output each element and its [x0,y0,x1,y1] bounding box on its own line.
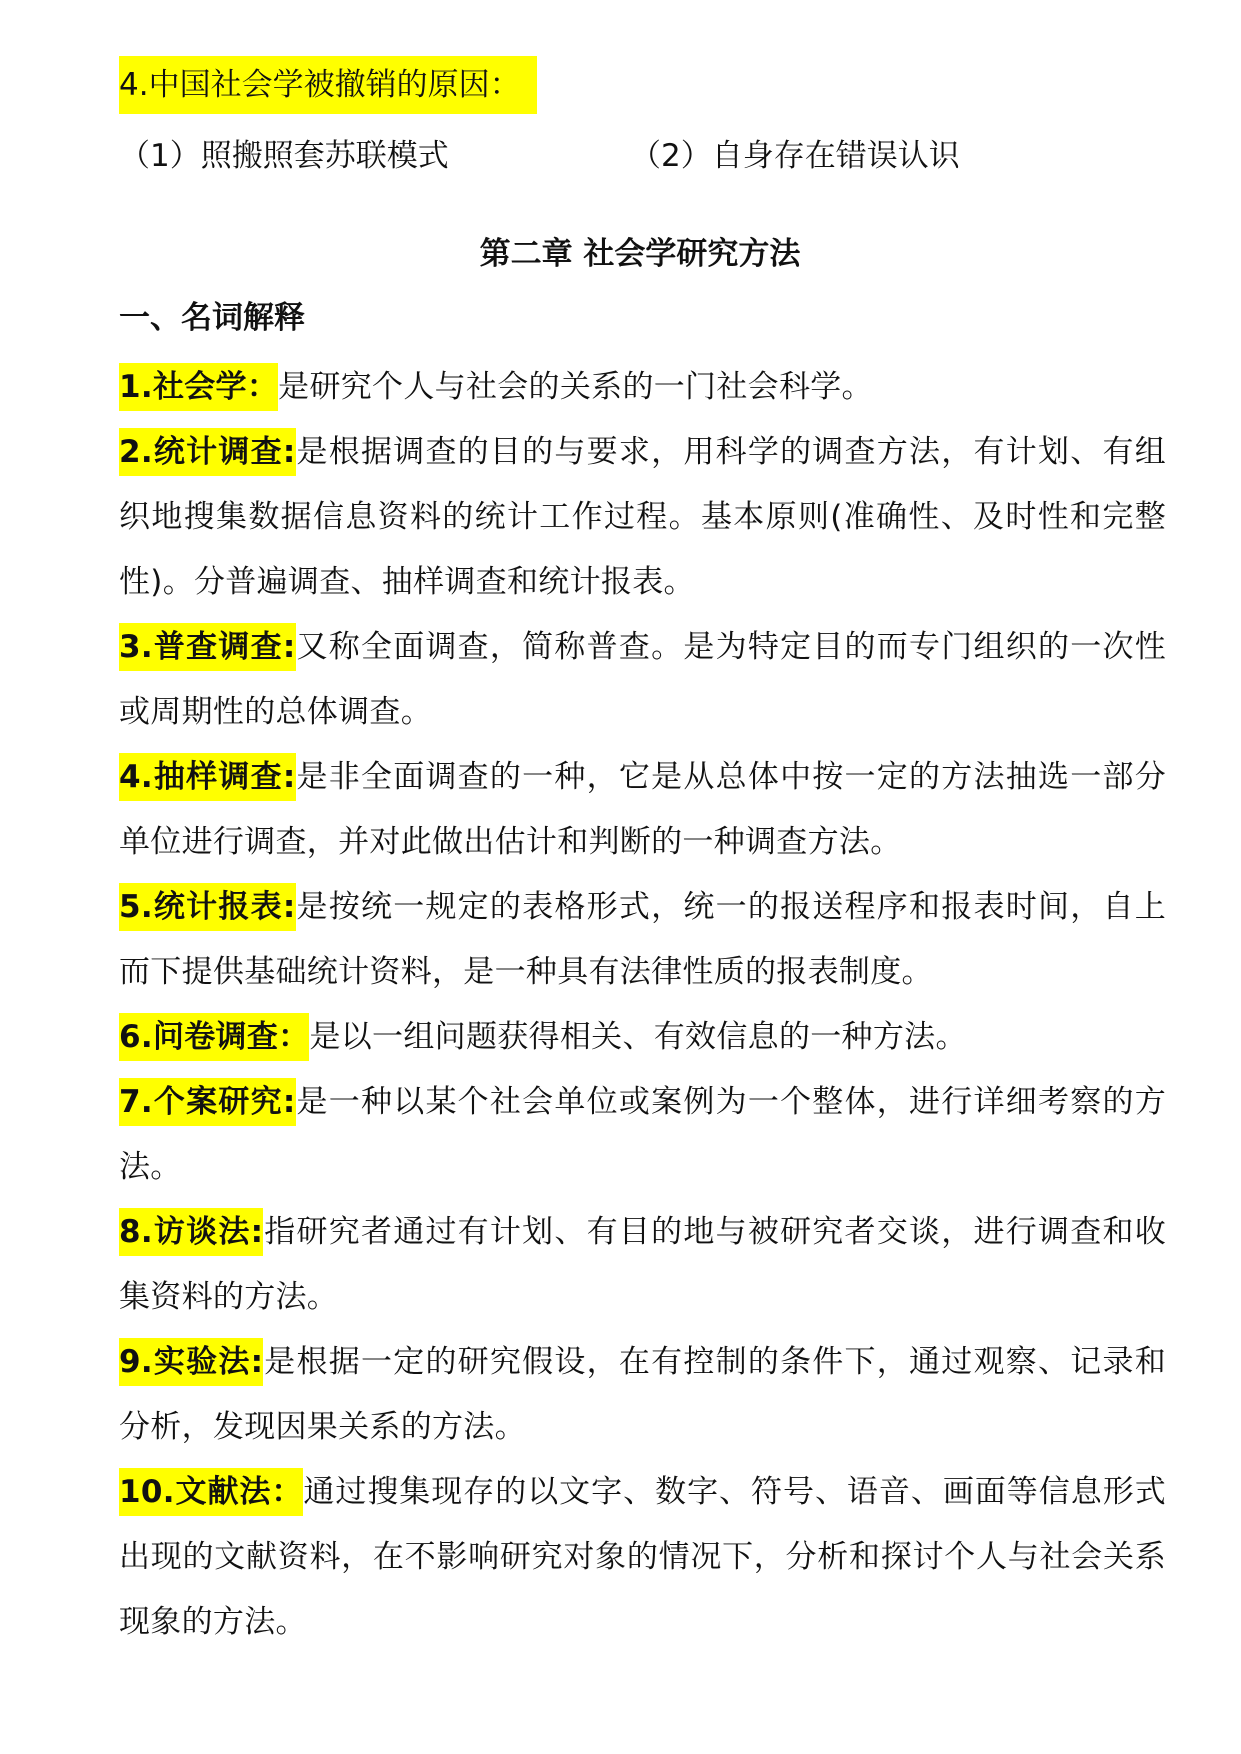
term-definition: 又称全面调查，简称普查。是为特定目的而专门组织的一次性或周期性的总体调查。 [119,629,1166,730]
glossary-term [119,615,1166,745]
term-definition: 是以一组问题获得相关、有效信息的一种方法。 [309,1019,967,1055]
term-label: 7.个案研究: [119,1078,296,1126]
section-heading-abolition-reasons [119,56,555,114]
glossary-list [119,355,1166,1655]
glossary-term [119,355,1166,420]
term-definition: 指研究者通过有计划、有目的地与被研究者交谈，进行调查和收集资料的方法。 [119,1214,1167,1315]
glossary-term [119,1330,1166,1460]
glossary-term [119,875,1166,1005]
glossary-term [119,1460,1166,1655]
glossary-term [119,1070,1166,1200]
term-definition: 是研究个人与社会的关系的一门社会科学。 [278,369,873,405]
section-heading-text: 4.中国社会学被撤销的原因： [119,56,537,114]
reason-item-2: （2）自身存在错误认识 [630,138,960,174]
term-label: 6.问卷调查： [119,1013,309,1061]
glossary-term [119,1005,1166,1070]
chapter-title: 第二章 社会学研究方法 [479,236,801,272]
glossary-term [119,745,1166,875]
term-label: 8.访谈法: [119,1208,263,1256]
reason-item-1: （1）照搬照套苏联模式 [119,138,449,174]
term-label: 9.实验法: [119,1338,263,1386]
term-definition: 是根据一定的研究假设，在有控制的条件下，通过观察、记录和分析，发现因果关系的方法。 [119,1344,1167,1445]
term-definition: 是一种以某个社会单位或案例为一个整体，进行详细考察的方法。 [119,1084,1166,1185]
term-definition: 是根据调查的目的与要求，用科学的调查方法，有计划、有组织地搜集数据信息资料的统计工作过程。基本原则(准确性、及时性和完整性)。分普遍调查、抽样调查和统计报表。 [119,434,1166,600]
part-title-glossary: 一、名词解释 [119,300,305,336]
term-label: 10.文献法： [119,1468,303,1516]
glossary-term [119,420,1166,615]
glossary-term [119,1200,1166,1330]
term-label: 5.统计报表: [119,883,296,931]
term-definition: 通过搜集现存的以文字、数字、符号、语音、画面等信息形式出现的文献资料，在不影响研究对象的情况下，分析和探讨个人与社会关系现象的方法。 [119,1474,1166,1640]
term-definition: 是按统一规定的表格形式，统一的报送程序和报表时间，自上而下提供基础统计资料，是一种具有法律性质的报表制度。 [119,889,1166,990]
term-definition: 是非全面调查的一种，它是从总体中按一定的方法抽选一部分单位进行调查，并对此做出估计和判断的一种调查方法。 [119,759,1166,860]
term-label: 4.抽样调查: [119,753,296,801]
term-label: 1.社会学： [119,363,278,411]
term-label: 3.普查调查: [119,623,296,671]
term-label: 2.统计调查: [119,428,296,476]
